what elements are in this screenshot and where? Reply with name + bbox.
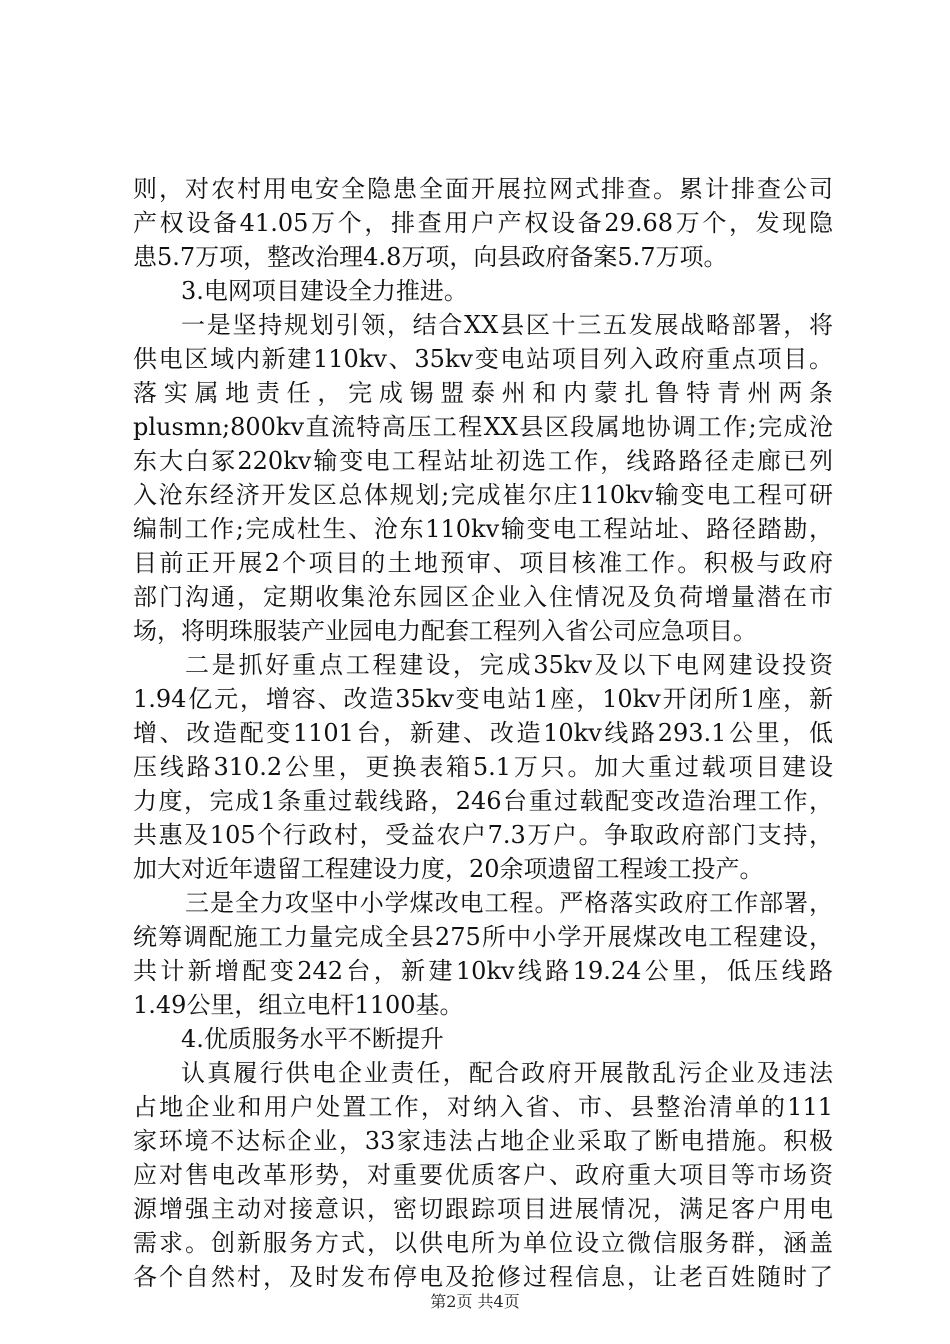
text-line: plusmn;800kv直流特高压工程XX县区段属地协调工作;完成沧	[133, 413, 833, 441]
text-line: 共惠及105个行政村，受益农户7.3万户。争取政府部门支持，	[133, 821, 833, 849]
text-line: 各个自然村，及时发布停电及抢修过程信息，让老百姓随时了	[133, 1263, 833, 1291]
text-line: 1.94亿元，增容、改造35kv变电站1座，10kv开闭所1座，新	[133, 685, 833, 713]
text-line: 应对售电改革形势，对重要优质客户、政府重大项目等市场资	[133, 1161, 833, 1189]
text-line: 部门沟通，定期收集沧东园区企业入住情况及负荷增量潜在市	[133, 583, 833, 611]
text-line: 则，对农村用电安全隐患全面开展拉网式排查。累计排查公司	[133, 175, 833, 203]
text-line: 1.49公里，组立电杆1100基。	[133, 991, 464, 1019]
text-line: 二是抓好重点工程建设，完成35kv及以下电网建设投资	[185, 651, 833, 679]
text-line: 东大白冢220kv输变电工程站址初选工作，线路路径走廊已列	[133, 447, 833, 475]
text-line: 压线路310.2公里，更换表箱5.1万只。加大重过载项目建设	[133, 753, 833, 781]
text-line: 加大对近年遗留工程建设力度，20余项遗留工程竣工投产。	[133, 855, 764, 883]
text-line: 统筹调配施工力量完成全县275所中小学开展煤改电工程建设，	[133, 923, 833, 951]
text-line: 目前正开展2个项目的土地预审、项目核准工作。积极与政府	[133, 549, 833, 577]
text-line: 3.电网项目建设全力推进。	[181, 277, 468, 305]
text-line: 产权设备41.05万个，排查用户产权设备29.68万个，发现隐	[133, 209, 833, 237]
text-line: 家环境不达标企业，33家违法占地企业采取了断电措施。积极	[133, 1127, 833, 1155]
body-text	[133, 172, 833, 1294]
text-line: 入沧东经济开发区总体规划;完成崔尔庄110kv输变电工程可研	[133, 481, 833, 509]
text-line: 编制工作;完成杜生、沧东110kv输变电工程站址、路径踏勘，	[133, 515, 833, 543]
text-line: 源增强主动对接意识，密切跟踪项目进展情况，满足客户用电	[133, 1195, 833, 1223]
text-line: 共计新增配变242台，新建10kv线路19.24公里，低压线路	[133, 957, 833, 985]
text-line: 占地企业和用户处置工作，对纳入省、市、县整治清单的111	[133, 1093, 833, 1121]
text-line: 患5.7万项，整改治理4.8万项，向县政府备案5.7万项。	[133, 243, 728, 271]
text-line: 4.优质服务水平不断提升	[181, 1025, 444, 1053]
text-line: 落实属地责任，完成锡盟泰州和内蒙扎鲁特青州两条	[133, 379, 833, 407]
text-line: 场，将明珠服装产业园电力配套工程列入省公司应急项目。	[133, 617, 757, 645]
text-line: 一是坚持规划引领，结合XX县区十三五发展战略部署，将	[181, 311, 833, 339]
text-line: 认真履行供电企业责任，配合政府开展散乱污企业及违法	[181, 1059, 833, 1087]
text-line: 三是全力攻坚中小学煤改电工程。严格落实政府工作部署，	[185, 889, 833, 917]
text-line: 增、改造配变1101台，新建、改造10kv线路293.1公里，低	[133, 719, 833, 747]
text-line: 力度，完成1条重过载线路，246台重过载配变改造治理工作，	[133, 787, 833, 815]
text-line: 需求。创新服务方式，以供电所为单位设立微信服务群，涵盖	[133, 1229, 833, 1257]
text-line: 供电区域内新建110kv、35kv变电站项目列入政府重点项目。	[133, 345, 833, 373]
page-footer: 第2页 共4页	[430, 1292, 520, 1311]
